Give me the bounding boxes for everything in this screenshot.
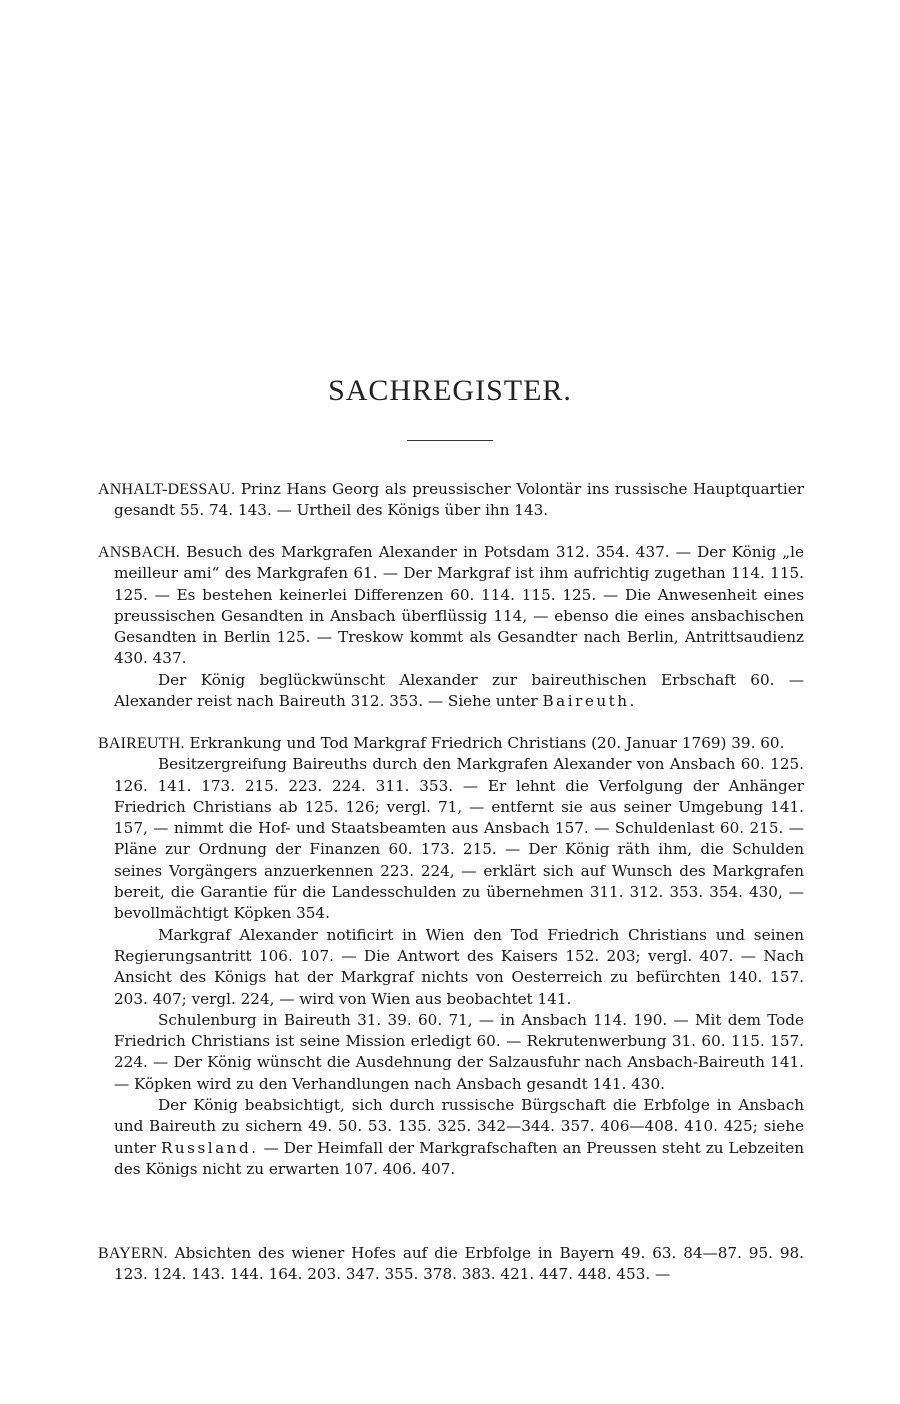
entry-ansbach [98,542,805,712]
entry-text: Erkrankung und Tod Markgraf Friedrich Christians (20. Januar 1769) 39. 60. [189,734,785,752]
entry-heading: ANSBACH. [98,544,181,561]
entry-text: — Der Heimfall der Markgrafschaften an Preussen steht zu Lebzeiten des Königs nicht zu erwarten 107. 406. 407. [114,1138,805,1178]
entry-heading: BAYERN. [98,1245,168,1262]
entry-text: Schulenburg in Baireuth 31. 39. 60. 71, — in Ansbach 114. 190. — Mit dem Tode Friedrich Christians ist seine Mission erledigt 60. — Rekrutenwerbung 31. 60. 115. 157. 224. — Der König wünscht die Ausdehnung der Salzausfuhr nach Ansbach-Baireuth 141. — Köpken wird zu den Verhandlungen nach Ansbach gesandt 141. 430. [114,1010,804,1093]
entry-text: Besuch des Markgrafen Alexander in Potsdam 312. 354. 437. — Der König „le meilleur ami“ des Markgrafen 61. — Der Markgraf ist ihm aufrichtig zugethan 114. 115. 125. — Es bestehen keinerlei Differenzen 60. 114. 115. 125. — Die Anwesenheit eines preussischen Gesandten in Ansbach überflüssig 114, — ebenso die eines ansbachischen Gesandten in Berlin 125. — Treskow kommt als Gesandter nach Berlin, Antrittsaudienz 430. 437. [114,543,805,668]
entry-text: Der König beglückwünscht Alexander zur baireuthischen Erbschaft 60. — Alexander reist nach Baireuth 312. 353. — Siehe unter [114,670,804,711]
entry-heading: ANHALT-DESSAU. [98,481,236,498]
entry-text: Der König beabsichtigt, sich durch russische Bürgschaft die Erbfolge in Ansbach und Baireuth zu sichern 49. 50. 53. 135. 325. 342—344. 357. 406—408. 410. 425; siehe unter [114,1096,804,1157]
entry-text: Prinz Hans Georg als preussischer Volontär ins russische Hauptquartier gesandt 55. 74. 143. — Urtheil des Königs über ihn 143. [114,480,804,520]
title-divider [407,440,493,441]
cross-reference: Baireuth. [542,692,637,711]
cross-reference: Russland. [160,1138,259,1157]
entry-text: Absichten des wiener Hofes auf die Erbfolge in Bayern 49. 63. 84—87. 95. 98. 123. 124. 143. 144. 164. 203. 347. 355. 378. 383. 421. 447. 448. 453. — [114,1244,804,1284]
entry-text: Besitzergreifung Baireuths durch den Markgrafen Alexander von Ansbach 60. 125. 126. 141. 173. 215. 223. 224. 311. 353. — Er lehnt die Verfolgung der Anhänger Friedrich Christians ab 125. 126; vergl. 71, — entfernt sie aus seiner Umgebung 141. 157, — nimmt die Hof- und Staatsbeamten aus Ansbach 157. — Schuldenlast 60. 215. — Pläne zur Ordnung der Finanzen 60. 173. 215. — Der König räth ihm, die Schulden seines Vorgängers anzuerkennen 223. 224, — erklärt sich auf Wunsch des Markgrafen bereit, die Garantie für die Landesschulden zu übernehmen 311. 312. 353. 354. 430, — bevollmächtigt Köpken 354. [114,755,804,923]
entry-heading: BAIREUTH. [98,735,185,752]
entry-bayern [98,1243,804,1286]
entry-text: Markgraf Alexander notificirt in Wien den Tod Friedrich Christians und seinen Regierungsantritt 106. 107. — Die Antwort des Kaisers 152. 203; vergl. 407. — Nach Ansicht des Königs hat der Markgraf nichts von Oesterreich zu befürchten 140. 157. 203. 407; vergl. 224, — wird von Wien aus beobachtet 141. [114,925,804,1008]
entry-anhalt-dessau [98,479,804,522]
entry-baireuth [98,733,805,1180]
page-title: SACHREGISTER. [328,374,572,407]
